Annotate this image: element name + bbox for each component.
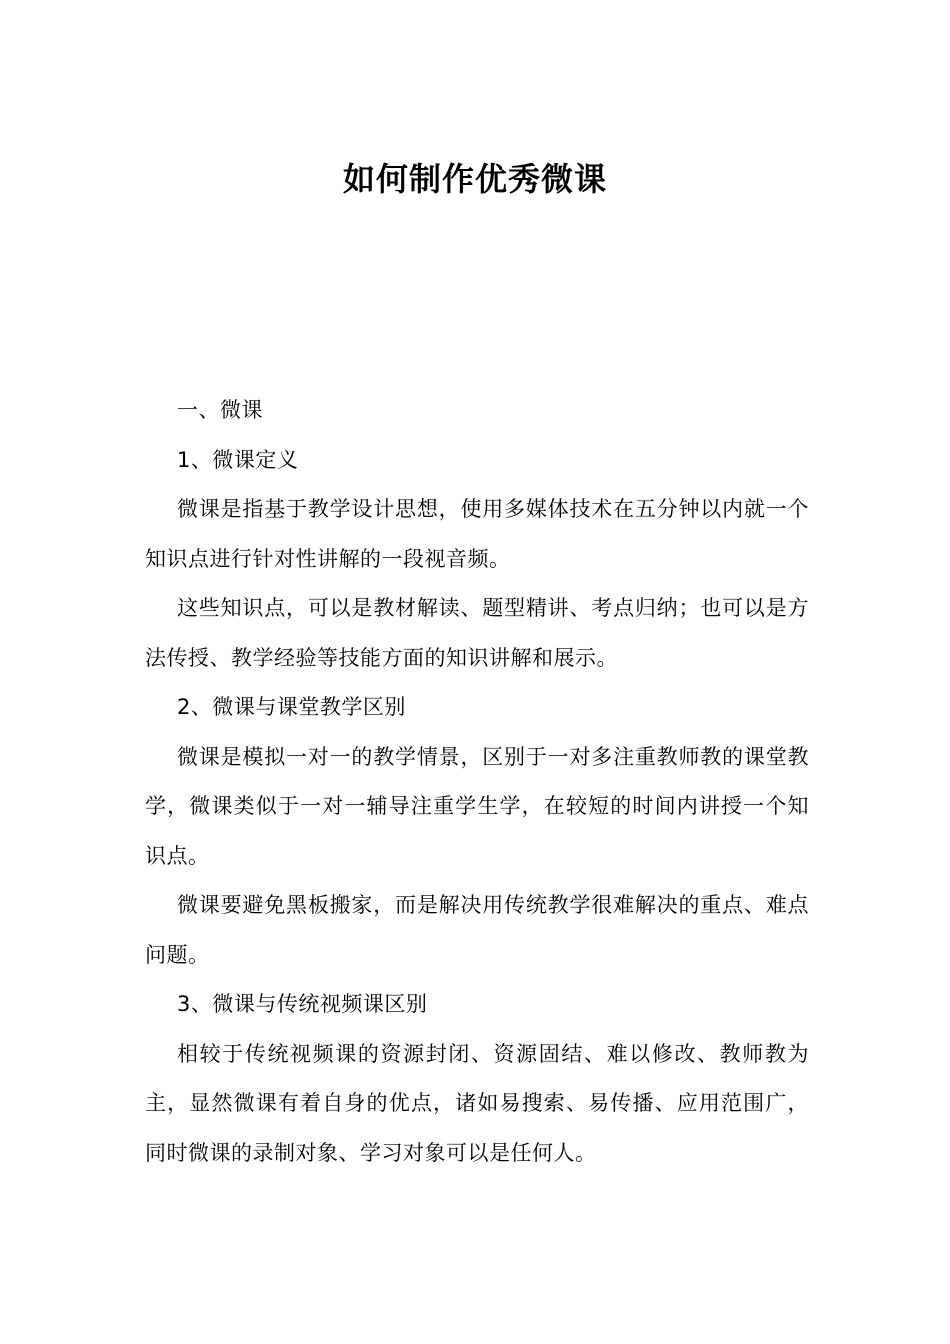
subsection-heading: 2、微课与课堂教学区别 <box>177 695 406 719</box>
paragraph: 这些知识点，可以是教材解读、题型精讲、考点归纳；也可以是方法传授、教学经验等技能方面的知识讲解和展示。 <box>145 596 809 670</box>
subsection-heading: 3、微课与传统视频课区别 <box>177 992 428 1016</box>
paragraph: 微课要避免黑板搬家，而是解决用传统教学很难解决的重点、难点问题。 <box>145 893 809 967</box>
subsection-heading: 1、微课定义 <box>177 447 299 472</box>
paragraph: 微课是指基于教学设计思想，使用多媒体技术在五分钟以内就一个知识点进行针对性讲解的一段视音频。 <box>145 497 809 571</box>
paragraph: 相较于传统视频课的资源封闭、资源固结、难以修改、教师教为主，显然微课有着自身的优点，诸如易搜索、易传播、应用范围广，同时微课的录制对象、学习对象可以是任何人。 <box>145 1041 809 1165</box>
section-heading: 一、微课 <box>177 398 263 422</box>
paragraph: 微课是模拟一对一的教学情景，区别于一对多注重教师教的课堂教学，微课类似于一对一辅导注重学生学，在较短的时间内讲授一个知识点。 <box>145 744 809 868</box>
document-title: 如何制作优秀微课 <box>342 160 607 198</box>
document-body <box>145 386 809 1178</box>
